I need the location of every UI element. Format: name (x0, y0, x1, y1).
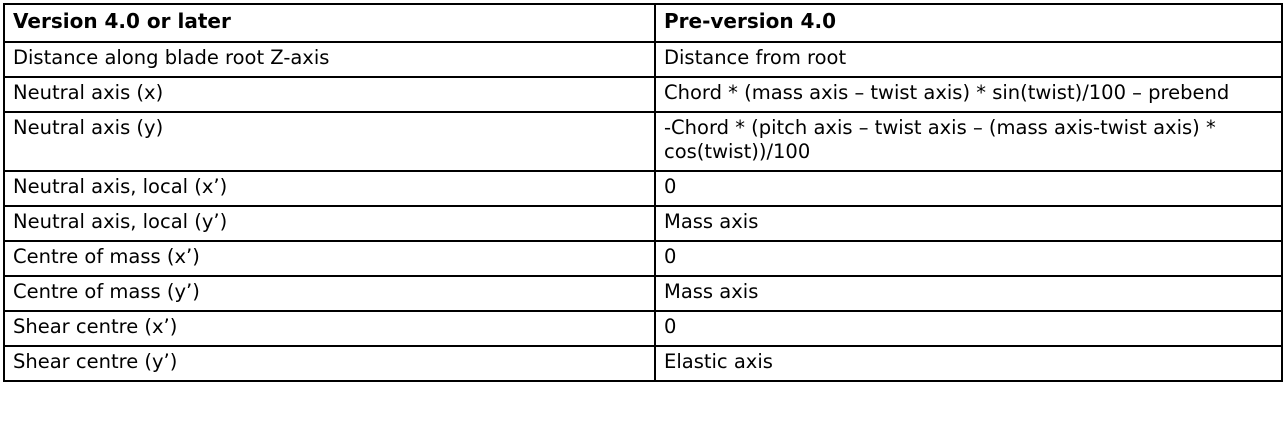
table-row (4, 77, 1282, 112)
cell-text: Distance from root (664, 45, 847, 69)
cell-text: Centre of mass (y’) (13, 280, 200, 304)
cell-right (655, 171, 1282, 206)
cell-right (655, 112, 1282, 172)
cell-text: Chord * (mass axis – twist axis) * sin(twist)/100 – prebend (664, 80, 1230, 104)
cell-left (4, 311, 655, 346)
cell-left (4, 241, 655, 276)
table-row (4, 42, 1282, 77)
cell-left (4, 171, 655, 206)
cell-text: Mass axis (664, 280, 759, 304)
cell-left (4, 346, 655, 381)
cell-text: Shear centre (y’) (13, 350, 178, 374)
table-header (4, 4, 1282, 42)
cell-text: Mass axis (664, 210, 759, 234)
table-header-row (4, 4, 1282, 42)
version-comparison-table (3, 3, 1283, 382)
cell-text: 0 (664, 175, 677, 199)
table-row (4, 241, 1282, 276)
cell-right (655, 42, 1282, 77)
table-row (4, 112, 1282, 172)
table-row (4, 311, 1282, 346)
cell-right (655, 311, 1282, 346)
column-header-label: Pre-version 4.0 (664, 9, 836, 33)
cell-text: Neutral axis (y) (13, 115, 164, 139)
cell-text: 0 (664, 315, 677, 339)
cell-text: Neutral axis, local (x’) (13, 175, 228, 199)
cell-left (4, 206, 655, 241)
table-row (4, 276, 1282, 311)
cell-right (655, 276, 1282, 311)
cell-text: Centre of mass (x’) (13, 245, 200, 269)
table-body (4, 42, 1282, 382)
cell-text: Shear centre (x’) (13, 315, 178, 339)
table-row (4, 346, 1282, 381)
cell-text: Neutral axis, local (y’) (13, 210, 228, 234)
document-page (0, 3, 1284, 423)
cell-text: -Chord * (pitch axis – twist axis – (mass axis-twist axis) * cos(twist))/100 (664, 115, 1216, 164)
table-row (4, 206, 1282, 241)
table-row (4, 171, 1282, 206)
cell-text: 0 (664, 245, 677, 269)
cell-right (655, 77, 1282, 112)
cell-right (655, 241, 1282, 276)
cell-right (655, 206, 1282, 241)
cell-right (655, 346, 1282, 381)
cell-left (4, 276, 655, 311)
column-header-version-4-or-later (4, 4, 655, 42)
cell-left (4, 42, 655, 77)
column-header-label: Version 4.0 or later (13, 9, 231, 33)
cell-text: Neutral axis (x) (13, 80, 164, 104)
column-header-pre-version-4 (655, 4, 1282, 42)
cell-left (4, 77, 655, 112)
cell-left (4, 112, 655, 172)
cell-text: Distance along blade root Z-axis (13, 45, 330, 69)
cell-text: Elastic axis (664, 350, 773, 374)
